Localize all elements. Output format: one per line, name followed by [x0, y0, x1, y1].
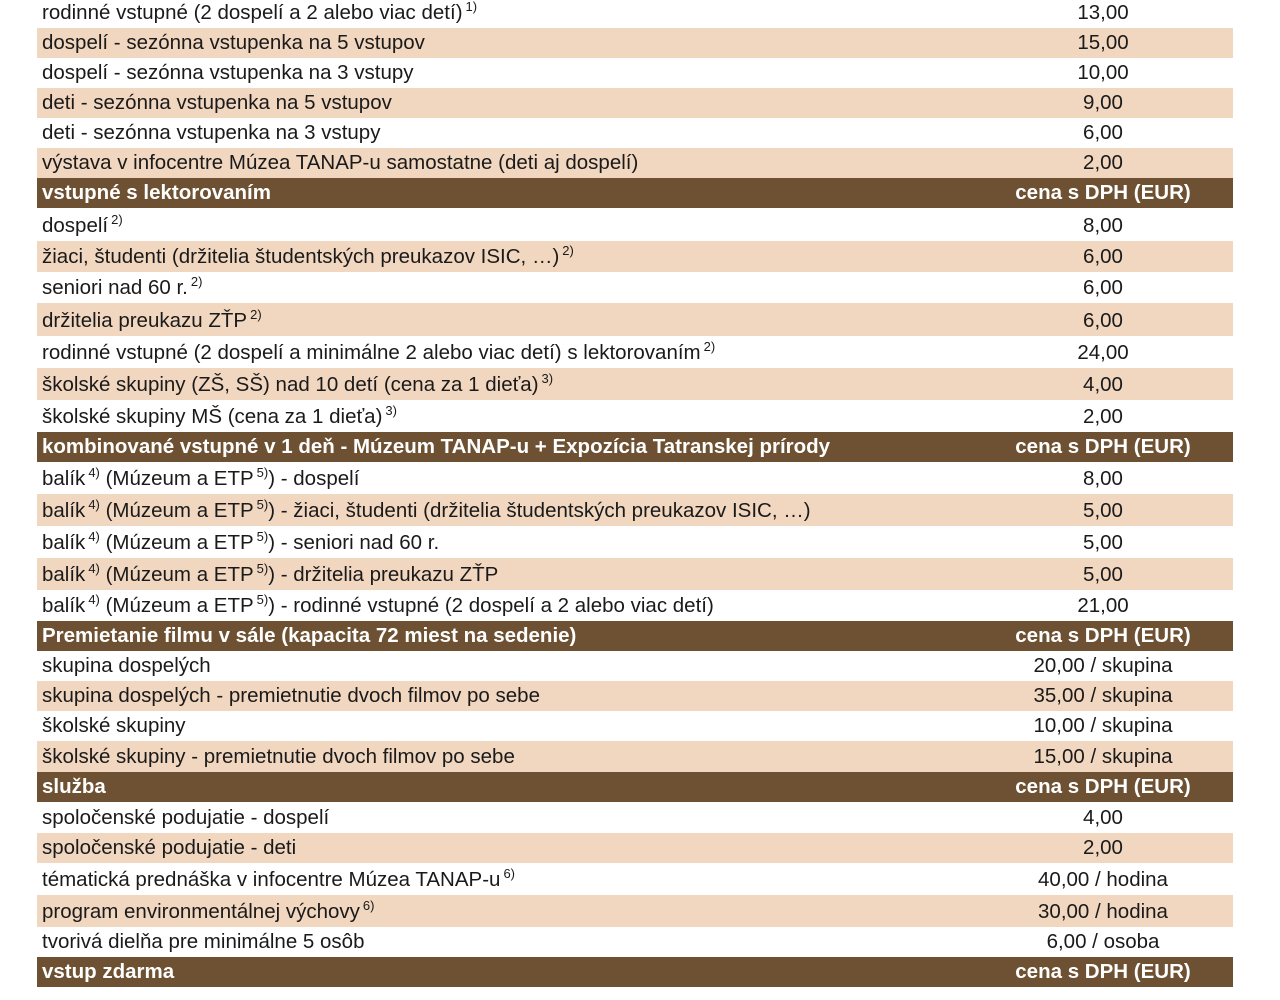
item-label — [37, 653, 973, 677]
label-text: vstupné s lektorovaním — [42, 180, 271, 204]
label-text: (Múzeum a ETP — [99, 530, 254, 554]
label-text: tvorivá dielňa pre minimálne 5 osôb — [42, 929, 365, 953]
footnote-ref: 5) — [256, 591, 269, 607]
price-row — [37, 400, 1233, 432]
footnote-ref: 4) — [88, 591, 100, 607]
item-label — [37, 30, 973, 54]
price-row — [37, 590, 1233, 621]
label-text: ) - držitelia preukazu ZŤP — [268, 562, 499, 586]
label-text: (Múzeum a ETP — [99, 498, 254, 522]
label-text: deti - sezónna vstupenka na 5 vstupov — [42, 90, 392, 114]
item-price: 9,00 — [1083, 90, 1123, 114]
section-header-row — [37, 178, 1233, 208]
item-price: 10,00 / skupina — [1033, 713, 1173, 737]
footnote-ref: 6) — [362, 897, 375, 913]
price-row — [37, 88, 1233, 118]
footnote-ref: 2) — [190, 273, 203, 289]
item-price: 30,00 / hodina — [1038, 899, 1168, 923]
item-price: 6,00 / osoba — [1046, 929, 1160, 953]
price-column-header: cena s DPH (EUR) — [1015, 180, 1191, 204]
footnote-ref: 4) — [88, 496, 100, 512]
price-row — [37, 241, 1233, 272]
item-label — [37, 865, 973, 891]
item-price: 2,00 — [1083, 404, 1123, 428]
price-row — [37, 558, 1233, 590]
item-price: 2,00 — [1083, 150, 1123, 174]
item-price: 24,00 — [1077, 340, 1129, 364]
price-row — [37, 28, 1233, 58]
item-label — [37, 560, 973, 586]
label-text: spoločenské podujatie - dospelí — [42, 805, 330, 829]
price-column-header: cena s DPH (EUR) — [1015, 959, 1191, 983]
section-header-row — [37, 957, 1233, 987]
footnote-ref: 1) — [465, 0, 478, 14]
price-row — [37, 0, 1233, 28]
price-row — [37, 681, 1233, 711]
item-label — [37, 496, 973, 522]
item-price: 5,00 — [1083, 498, 1123, 522]
item-label — [37, 683, 973, 707]
label-text: balík — [42, 562, 86, 586]
price-column-header: cena s DPH (EUR) — [1015, 434, 1191, 458]
item-label — [37, 528, 973, 554]
item-price: 6,00 — [1083, 120, 1123, 144]
label-text: balík — [42, 530, 86, 554]
item-label — [37, 370, 973, 396]
item-price: 8,00 — [1083, 213, 1123, 237]
item-price: 5,00 — [1083, 562, 1123, 586]
label-text: dospelí — [42, 213, 109, 237]
label-text: školské skupiny MŠ (cena za 1 dieťa) — [42, 404, 383, 428]
price-column-header: cena s DPH (EUR) — [1015, 623, 1191, 647]
item-label — [37, 0, 973, 24]
item-price: 4,00 — [1083, 372, 1123, 396]
price-row — [37, 368, 1233, 400]
label-text: dospelí - sezónna vstupenka na 5 vstupov — [42, 30, 425, 54]
item-price: 6,00 — [1083, 308, 1123, 332]
section-header-row — [37, 772, 1233, 802]
label-text: skupina dospelých — [42, 653, 211, 677]
label-text: ) - seniori nad 60 r. — [268, 530, 440, 554]
item-price: 8,00 — [1083, 466, 1123, 490]
section-title — [37, 180, 973, 204]
item-label — [37, 591, 973, 617]
section-title — [37, 434, 973, 458]
item-price: 13,00 — [1077, 0, 1129, 24]
item-label — [37, 306, 973, 332]
item-label — [37, 120, 973, 144]
price-row — [37, 303, 1233, 336]
label-text: služba — [42, 774, 106, 798]
footnote-ref: 5) — [256, 464, 269, 480]
item-price: 6,00 — [1083, 244, 1123, 268]
price-row — [37, 494, 1233, 526]
price-row — [37, 336, 1233, 368]
label-text: školské skupiny — [42, 713, 186, 737]
item-label — [37, 338, 973, 364]
section-header-row — [37, 621, 1233, 651]
item-price: 6,00 — [1083, 275, 1123, 299]
label-text: žiaci, študenti (držitelia študentských preukazov ISIC, …) — [42, 244, 560, 268]
section-title — [37, 959, 973, 983]
price-row — [37, 148, 1233, 178]
item-label — [37, 464, 973, 490]
item-label — [37, 150, 973, 174]
footnote-ref: 4) — [88, 560, 100, 576]
item-label — [37, 211, 973, 237]
footnote-ref: 4) — [88, 464, 100, 480]
label-text: rodinné vstupné (2 dospelí a minimálne 2 alebo viac detí) s lektorovaním — [42, 340, 701, 364]
label-text: spoločenské podujatie - deti — [42, 835, 297, 859]
price-row — [37, 927, 1233, 957]
label-text: Premietanie filmu v sále (kapacita 72 miest na sedenie) — [42, 623, 577, 647]
item-price: 10,00 — [1077, 60, 1129, 84]
label-text: ) - dospelí — [268, 466, 360, 490]
item-label — [37, 242, 973, 268]
price-row — [37, 526, 1233, 558]
label-text: držitelia preukazu ZŤP — [42, 308, 248, 332]
footnote-ref: 3) — [385, 402, 397, 418]
item-label — [37, 273, 973, 299]
label-text: vstup zdarma — [42, 959, 175, 983]
item-label — [37, 805, 973, 829]
price-row — [37, 651, 1233, 681]
price-row — [37, 208, 1233, 241]
price-row — [37, 58, 1233, 88]
footnote-ref: 2) — [703, 338, 716, 354]
item-label — [37, 60, 973, 84]
price-column-header: cena s DPH (EUR) — [1015, 774, 1191, 798]
footnote-ref: 2) — [562, 242, 574, 258]
item-label — [37, 402, 973, 428]
section-header-row — [37, 432, 1233, 462]
label-text: (Múzeum a ETP — [99, 593, 254, 617]
footnote-ref: 3) — [541, 370, 554, 386]
item-price: 21,00 — [1077, 593, 1129, 617]
item-label — [37, 835, 973, 859]
footnote-ref: 2) — [250, 306, 262, 322]
price-row — [37, 833, 1233, 863]
section-title — [37, 774, 973, 798]
footnote-ref: 5) — [256, 496, 269, 512]
price-row — [37, 741, 1233, 772]
label-text: balík — [42, 593, 86, 617]
footnote-ref: 5) — [256, 560, 269, 576]
label-text: školské skupiny - premietnutie dvoch filmov po sebe — [42, 744, 515, 768]
label-text: školské skupiny (ZŠ, SŠ) nad 10 detí (cena za 1 dieťa) — [42, 372, 539, 396]
label-text: kombinované vstupné v 1 deň - Múzeum TANAP-u + Expozícia Tatranskej prírody — [42, 434, 831, 458]
item-price: 35,00 / skupina — [1033, 683, 1173, 707]
label-text: (Múzeum a ETP — [99, 562, 254, 586]
price-row — [37, 863, 1233, 895]
price-row — [37, 272, 1233, 303]
item-price: 4,00 — [1083, 805, 1123, 829]
price-row — [37, 462, 1233, 494]
label-text: dospelí - sezónna vstupenka na 3 vstupy — [42, 60, 414, 84]
item-price: 20,00 / skupina — [1033, 653, 1173, 677]
footnote-ref: 2) — [111, 211, 123, 227]
item-price: 15,00 / skupina — [1033, 744, 1173, 768]
section-title — [37, 623, 973, 647]
label-text: skupina dospelých - premietnutie dvoch filmov po sebe — [42, 683, 540, 707]
price-row — [37, 895, 1233, 927]
price-row — [37, 711, 1233, 741]
footnote-ref: 6) — [503, 865, 515, 881]
label-text: ) - rodinné vstupné (2 dospelí a 2 alebo viac detí) — [268, 593, 714, 617]
item-label — [37, 897, 973, 923]
label-text: rodinné vstupné (2 dospelí a 2 alebo viac detí) — [42, 0, 463, 24]
item-price: 15,00 — [1077, 30, 1129, 54]
price-row — [37, 802, 1233, 833]
price-table — [37, 0, 1233, 987]
item-price: 5,00 — [1083, 530, 1123, 554]
label-text: program environmentálnej výchovy — [42, 899, 360, 923]
price-row — [37, 118, 1233, 148]
label-text: balík — [42, 498, 86, 522]
footnote-ref: 4) — [88, 528, 100, 544]
label-text: výstava v infocentre Múzea TANAP-u samostatne (deti aj dospelí) — [42, 150, 639, 174]
label-text: balík — [42, 466, 86, 490]
item-label — [37, 90, 973, 114]
item-price: 2,00 — [1083, 835, 1123, 859]
item-label — [37, 713, 973, 737]
label-text: deti - sezónna vstupenka na 3 vstupy — [42, 120, 381, 144]
label-text: tématická prednáška v infocentre Múzea TANAP-u — [42, 867, 501, 891]
footnote-ref: 5) — [256, 528, 269, 544]
item-price: 40,00 / hodina — [1038, 867, 1168, 891]
label-text: seniori nad 60 r. — [42, 275, 188, 299]
item-label — [37, 929, 973, 953]
item-label — [37, 744, 973, 768]
label-text: ) - žiaci, študenti (držitelia študentských preukazov ISIC, …) — [268, 498, 811, 522]
label-text: (Múzeum a ETP — [99, 466, 254, 490]
